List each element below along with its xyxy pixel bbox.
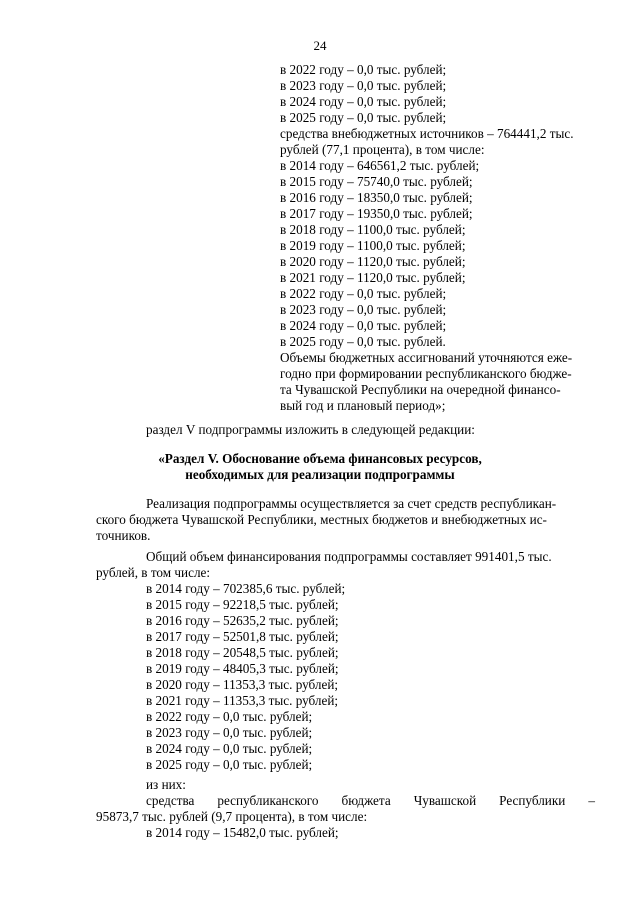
text-line: Объемы бюджетных ассигнований уточняются еже- bbox=[280, 350, 573, 365]
list-item: в 2017 году – 52501,8 тыс. рублей; bbox=[146, 629, 339, 644]
text-line: Реализация подпрограммы осуществляется за счет средств республикан- bbox=[146, 496, 557, 511]
section-heading-line2: необходимых для реализации подпрограммы bbox=[185, 467, 455, 482]
instruction-text: раздел V подпрограммы изложить в следующей редакции: bbox=[146, 422, 475, 437]
page-number: 24 bbox=[313, 38, 327, 53]
text-line: годно при формировании республиканского бюдже- bbox=[280, 366, 572, 381]
text-line: в 2024 году – 0,0 тыс. рублей; bbox=[280, 94, 447, 109]
text-line: Общий объем финансирования подпрограммы составляет 991401,5 тыс. bbox=[146, 549, 552, 564]
list-item: в 2025 году – 0,0 тыс. рублей; bbox=[146, 757, 313, 772]
text-line: рублей (77,1 процента), в том числе: bbox=[280, 142, 485, 157]
republican-budget-amount: 95873,7 тыс. рублей (9,7 процента), в том числе: bbox=[96, 809, 368, 824]
list-item: в 2022 году – 0,0 тыс. рублей; bbox=[146, 709, 313, 724]
text-line: в 2023 году – 0,0 тыс. рублей; bbox=[280, 302, 447, 317]
list-item: в 2014 году – 15482,0 тыс. рублей; bbox=[146, 825, 339, 840]
text-line: точников. bbox=[96, 528, 151, 543]
word: республиканского bbox=[217, 793, 319, 808]
list-item: в 2016 году – 52635,2 тыс. рублей; bbox=[146, 613, 339, 628]
text-line: в 2015 году – 75740,0 тыс. рублей; bbox=[280, 174, 473, 189]
text-line: в 2018 году – 1100,0 тыс. рублей; bbox=[280, 222, 466, 237]
text-line: в 2023 году – 0,0 тыс. рублей; bbox=[280, 78, 447, 93]
list-item: в 2024 году – 0,0 тыс. рублей; bbox=[146, 741, 313, 756]
list-item: в 2018 году – 20548,5 тыс. рублей; bbox=[146, 645, 339, 660]
word: – bbox=[588, 793, 595, 808]
word: Чувашской bbox=[413, 793, 477, 808]
text-line: в 2025 году – 0,0 тыс. рублей; bbox=[280, 110, 447, 125]
text-line: в 2017 году – 19350,0 тыс. рублей; bbox=[280, 206, 473, 221]
text-line: в 2022 году – 0,0 тыс. рублей; bbox=[280, 286, 447, 301]
list-item: в 2019 году – 48405,3 тыс. рублей; bbox=[146, 661, 339, 676]
list-item: в 2014 году – 702385,6 тыс. рублей; bbox=[146, 581, 346, 596]
list-item: в 2021 году – 11353,3 тыс. рублей; bbox=[146, 693, 339, 708]
text-line: средства внебюджетных источников – 764441,2 тыс. bbox=[280, 126, 574, 141]
text-line: в 2024 году – 0,0 тыс. рублей; bbox=[280, 318, 447, 333]
text-line: в 2016 году – 18350,0 тыс. рублей; bbox=[280, 190, 473, 205]
text-line: в 2019 году – 1100,0 тыс. рублей; bbox=[280, 238, 466, 253]
republican-budget-line bbox=[146, 793, 595, 808]
of-them-label: из них: bbox=[146, 777, 186, 792]
text-line: в 2025 году – 0,0 тыс. рублей. bbox=[280, 334, 446, 349]
text-line: рублей, в том числе: bbox=[96, 565, 211, 580]
list-item: в 2015 году – 92218,5 тыс. рублей; bbox=[146, 597, 339, 612]
text-line: вый год и плановый период»; bbox=[280, 398, 446, 413]
text-line: в 2020 году – 1120,0 тыс. рублей; bbox=[280, 254, 466, 269]
text-line: в 2022 году – 0,0 тыс. рублей; bbox=[280, 62, 447, 77]
word: бюджета bbox=[341, 793, 391, 808]
section-heading-line1: «Раздел V. Обоснование объема финансовых ресурсов, bbox=[158, 451, 482, 466]
text-line: в 2014 году – 646561,2 тыс. рублей; bbox=[280, 158, 480, 173]
list-item: в 2023 году – 0,0 тыс. рублей; bbox=[146, 725, 313, 740]
word: средства bbox=[146, 793, 195, 808]
list-item: в 2020 году – 11353,3 тыс. рублей; bbox=[146, 677, 339, 692]
text-line: в 2021 году – 1120,0 тыс. рублей; bbox=[280, 270, 466, 285]
word: Республики bbox=[499, 793, 566, 808]
text-line: та Чувашской Республики на очередной финансо- bbox=[280, 382, 561, 397]
text-line: ского бюджета Чувашской Республики, местных бюджетов и внебюджетных ис- bbox=[96, 512, 547, 527]
